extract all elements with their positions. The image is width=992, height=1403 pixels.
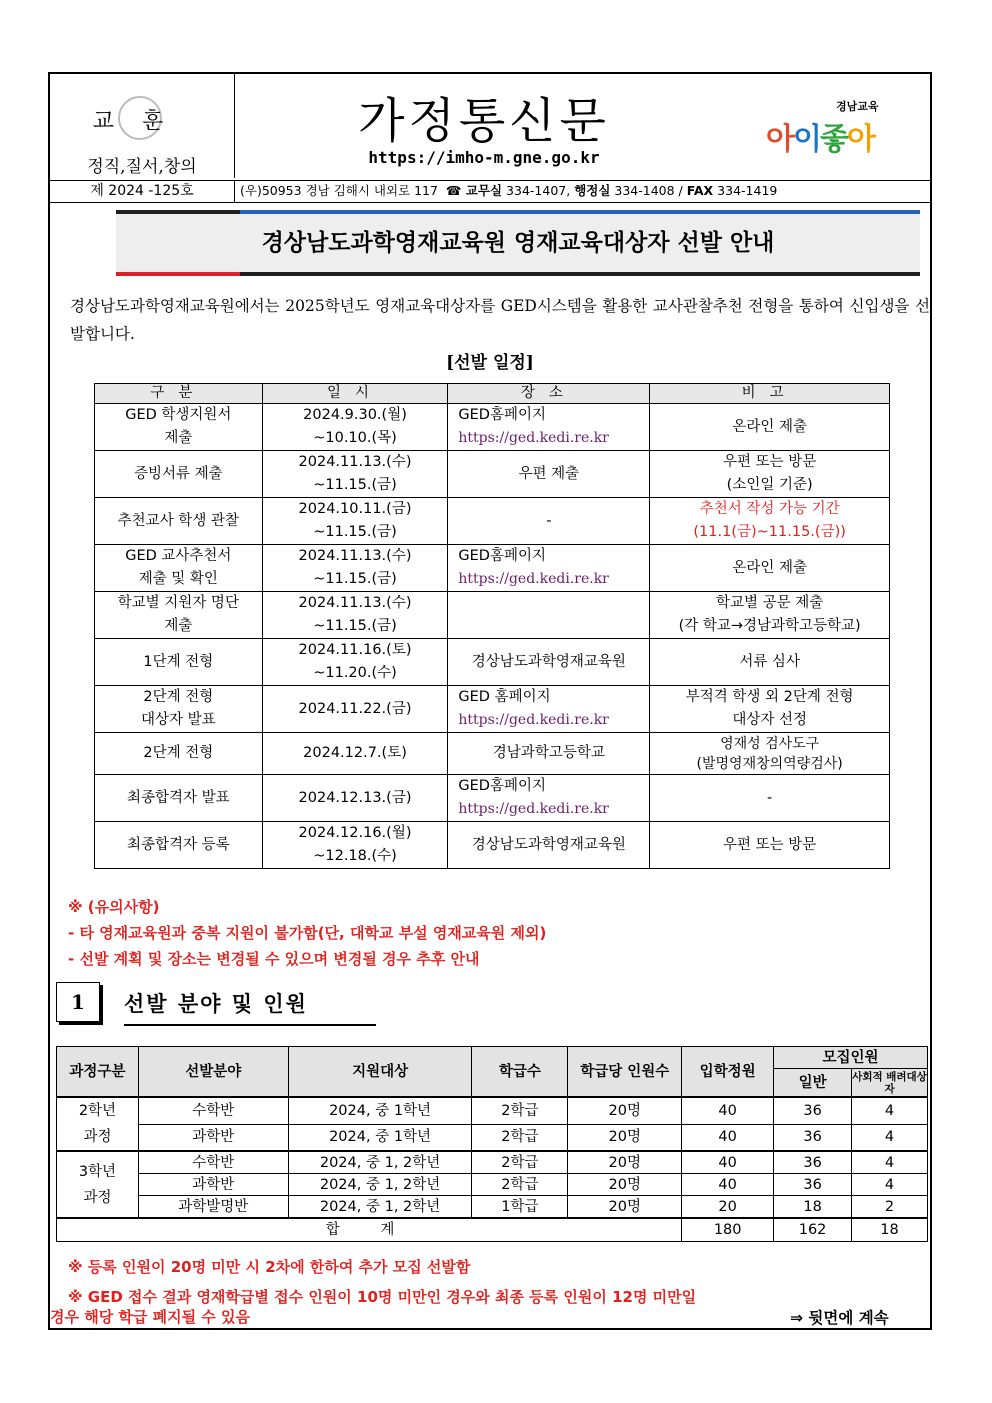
course-cell: [57, 1151, 139, 1218]
schedule-division: [95, 686, 263, 733]
schedule-date: [262, 498, 448, 545]
selection-cell: 과학반: [138, 1174, 288, 1196]
selection-cell: 2: [852, 1196, 928, 1219]
cell-line: 우편 또는 방문: [723, 454, 817, 470]
selection-row: [57, 1151, 928, 1174]
cell-line: ~11.20.(수): [313, 665, 397, 681]
schedule-date: [262, 822, 448, 869]
cell-line: 영재성 검사도구: [720, 735, 820, 752]
section-number: 1: [56, 982, 100, 1022]
selection-cell: 4: [852, 1151, 928, 1174]
selection-cell: 2학급: [472, 1124, 568, 1151]
intro-paragraph: 경상남도과학영재교육원에서는 2025학년도 영재교육대상자를 GED시스템을 활용한 교사관찰추천 전형을 통하여 신입생을 선발합니다.: [70, 297, 930, 343]
schedule-division: [95, 451, 263, 498]
schedule-note: [650, 451, 890, 498]
cell-line: (발명영재창의역량검사): [696, 755, 843, 772]
motto-words: 정직,질서,창의: [87, 157, 197, 177]
cell-line: 경남과학고등학교: [492, 745, 605, 761]
cell-line: 2024.11.13.(수): [298, 454, 412, 470]
selection-cell: 4: [852, 1124, 928, 1151]
col-place: 장소: [448, 384, 650, 404]
selection-cell: 4: [852, 1174, 928, 1196]
phone-admin: 334-1408 /: [614, 183, 683, 198]
schedule-place: [448, 404, 650, 451]
selection-cell: 수학반: [138, 1151, 288, 1174]
cell-line: 3학년: [78, 1163, 117, 1180]
cell-line: GED 학생지원서: [125, 407, 232, 423]
selection-cell: 40: [682, 1174, 774, 1196]
schedule-place: [448, 775, 650, 822]
cell-line: 제출: [164, 618, 193, 634]
phone-label-admin: 행정실: [574, 183, 611, 198]
schedule-note: [650, 498, 890, 545]
cell-line: 경상남도과학영재교육원: [471, 653, 626, 670]
schedule-row: [95, 639, 890, 686]
col-course: 과정구분: [57, 1047, 139, 1098]
total-social: 18: [852, 1218, 928, 1242]
cell-line: 추천교사 학생 관찰: [117, 512, 239, 529]
selection-cell: 2024, 중 1, 2학년: [288, 1151, 472, 1174]
cell-line: ~12.18.(수): [313, 848, 397, 864]
schedule-row: [95, 822, 890, 869]
selection-cell: 40: [682, 1097, 774, 1124]
schedule-note: [650, 639, 890, 686]
col-date: 일시: [262, 384, 448, 404]
selection-row: [57, 1174, 928, 1196]
schedule-date: [262, 639, 448, 686]
cell-line: 1단계 전형: [143, 653, 214, 670]
banner-title: 경상남도과학영재교육원 영재교육대상자 선발 안내: [261, 230, 775, 256]
cell-line: 서류 심사: [739, 653, 800, 670]
cell-line: GED 교사추천서: [125, 548, 232, 564]
cell-line: ~10.10.(목): [313, 430, 397, 446]
cell-line: https://ged.kedi.re.kr: [458, 712, 609, 728]
cell-line: 2024.11.16.(토): [298, 642, 412, 658]
cell-line: 2단계 전형: [143, 745, 214, 761]
schedule-row: [95, 545, 890, 592]
selection-cell: 과학반: [138, 1124, 288, 1151]
schedule-table: [94, 383, 890, 869]
selection-cell: 40: [682, 1151, 774, 1174]
cell-line: https://ged.kedi.re.kr: [458, 430, 609, 446]
school-url[interactable]: https://imho-m.gne.go.kr: [368, 148, 600, 167]
letterhead-info-row: [50, 180, 930, 203]
schedule-place: [448, 639, 650, 686]
cell-line: 학교별 지원자 명단: [117, 595, 239, 611]
cell-line: -: [767, 789, 773, 806]
section-title: 선발 분야 및 인원: [124, 992, 308, 1016]
cell-line: 2024.12.13.(금): [298, 789, 412, 806]
bottom-note: ※ 등록 인원이 20명 미만 시 2차에 한하여 추가 모집 선발함: [68, 1258, 471, 1276]
selection-cell: 36: [774, 1124, 852, 1151]
selection-cell: 수학반: [138, 1097, 288, 1124]
schedule-division: [95, 545, 263, 592]
cell-line: 최종합격자 발표: [126, 789, 230, 806]
schedule-row: [95, 404, 890, 451]
schedule-place: [448, 686, 650, 733]
document-frame: [48, 72, 932, 1330]
cell-line: 제출: [164, 430, 193, 446]
schedule-note: [650, 592, 890, 639]
cell-line: GED 홈페이지: [458, 689, 551, 705]
selection-cell: 20명: [568, 1174, 682, 1196]
schedule-note: [650, 822, 890, 869]
schedule-division: [95, 404, 263, 451]
selection-cell: 2024, 중 1, 2학년: [288, 1196, 472, 1219]
cell-line: (11.1(금)~11.15.(금)): [693, 524, 846, 540]
cell-line: (각 학교→경남과학고등학교): [678, 618, 861, 634]
total-label: 합 계: [57, 1218, 682, 1242]
address: (우)50953 경남 김해시 내외로 117: [240, 183, 438, 198]
fax-label: FAX: [686, 183, 714, 198]
schedule-note: [650, 545, 890, 592]
cell-line: -: [546, 512, 552, 529]
continue-overleaf: ⇒ 뒷면에 계속: [790, 1309, 889, 1327]
cell-line: 대상자 발표: [140, 712, 216, 728]
total-general: 162: [774, 1218, 852, 1242]
total-quota: 180: [682, 1218, 774, 1242]
schedule-date: [262, 686, 448, 733]
selection-cell: 36: [774, 1151, 852, 1174]
schedule-place: [448, 592, 650, 639]
selection-row: [57, 1124, 928, 1151]
selection-cell: 20명: [568, 1124, 682, 1151]
schedule-date: [262, 733, 448, 775]
schedule-row: [95, 451, 890, 498]
cell-line: 우편 제출: [518, 465, 580, 482]
letterhead: [50, 74, 930, 181]
schedule-row: [95, 498, 890, 545]
caution-item: - 선발 계획 및 장소는 변경될 수 있으며 변경될 경우 추후 안내: [68, 950, 480, 968]
schedule-place: [448, 451, 650, 498]
selection-cell: 36: [774, 1097, 852, 1124]
course-cell: [57, 1097, 139, 1151]
col-recruit: 모집인원: [774, 1047, 928, 1069]
cell-line: 제출 및 확인: [138, 571, 218, 587]
selection-cell: 과학발명반: [138, 1196, 288, 1219]
cell-line: 대상자 선정: [732, 712, 807, 728]
cell-line: 학교별 공문 제출: [716, 595, 824, 611]
schedule-division: [95, 733, 263, 775]
cell-line: 우편 또는 방문: [723, 836, 817, 853]
cell-line: GED홈페이지: [458, 778, 546, 794]
selection-cell: 20: [682, 1196, 774, 1219]
schedule-row: [95, 592, 890, 639]
selection-cell: 40: [682, 1124, 774, 1151]
caution-item: - 타 영재교육원과 중복 지원이 불가함(단, 대학교 부설 영재교육원 제외): [68, 924, 547, 942]
selection-row: [57, 1097, 928, 1124]
cell-line: 과정: [83, 1129, 112, 1145]
caution-notes: [68, 894, 546, 972]
newsletter-title: 가정통신문: [358, 93, 610, 149]
cell-line: ~11.15.(금): [313, 571, 397, 587]
phone-label-office: ☎ 교무실: [445, 183, 503, 198]
selection-cell: 2024, 중 1학년: [288, 1124, 472, 1151]
section-underline: [124, 1024, 376, 1026]
cell-line: 과정: [83, 1189, 112, 1206]
cell-line: 온라인 제출: [732, 559, 807, 576]
schedule-place: [448, 733, 650, 775]
schedule-header-row: [95, 384, 890, 404]
selection-cell: 2024, 중 1학년: [288, 1097, 472, 1124]
cell-line: ~11.15.(금): [313, 524, 397, 540]
cell-line: 2024.10.11.(금): [298, 501, 412, 517]
selection-cell: 2학급: [472, 1151, 568, 1174]
cell-line: https://ged.kedi.re.kr: [458, 571, 609, 587]
education-office-logo: [766, 88, 916, 168]
col-field: 선발분야: [138, 1047, 288, 1098]
schedule-note: [650, 686, 890, 733]
schedule-division: [95, 639, 263, 686]
schedule-division: [95, 775, 263, 822]
cell-line: 2024.11.13.(수): [298, 548, 412, 564]
selection-cell: 2024, 중 1, 2학년: [288, 1174, 472, 1196]
fax-number: 334-1419: [717, 183, 778, 198]
selection-cell: 36: [774, 1174, 852, 1196]
selection-cell: 4: [852, 1097, 928, 1124]
schedule-division: [95, 592, 263, 639]
cell-line: 2024.12.16.(월): [298, 825, 412, 841]
col-social: 사회적 배려대상자: [852, 1069, 928, 1098]
selection-cell: 20명: [568, 1151, 682, 1174]
logo-main-text: 아이좋아: [766, 122, 874, 157]
cell-line: 최종합격자 등록: [126, 836, 230, 853]
phone-office: 334-1407,: [506, 183, 571, 198]
selection-cell: 18: [774, 1196, 852, 1219]
selection-table: [56, 1046, 928, 1242]
title-banner: [116, 210, 920, 276]
cell-line: 온라인 제출: [732, 418, 807, 435]
cell-line: GED홈페이지: [458, 548, 546, 564]
schedule-note: [650, 733, 890, 775]
col-quota: 입학정원: [682, 1047, 774, 1098]
cell-line: https://ged.kedi.re.kr: [458, 801, 609, 817]
cell-line: 2024.11.22.(금): [298, 700, 412, 717]
schedule-note: [650, 775, 890, 822]
bottom-note-continued: 경우 해당 학급 폐지될 수 있음: [50, 1308, 250, 1326]
col-per-class: 학급당 인원수: [568, 1047, 682, 1098]
bottom-notes: [68, 1252, 696, 1312]
schedule-title: [선발 일정]: [446, 353, 534, 373]
schedule-place: [448, 545, 650, 592]
schedule-row: [95, 775, 890, 822]
schedule-date: [262, 451, 448, 498]
col-note: 비고: [650, 384, 890, 404]
schedule-place: [448, 498, 650, 545]
schedule-division: [95, 822, 263, 869]
col-division: 구분: [95, 384, 263, 404]
col-target: 지원대상: [288, 1047, 472, 1098]
total-row: [57, 1218, 928, 1242]
contact-info: [240, 180, 930, 202]
selection-cell: 20명: [568, 1097, 682, 1124]
cell-line: 2024.12.7.(토): [303, 745, 407, 761]
cell-line: ~11.15.(금): [313, 618, 397, 634]
col-general: 일반: [774, 1069, 852, 1098]
schedule-row: [95, 733, 890, 775]
logo-small-text: 경남교육: [836, 100, 879, 113]
cell-line: 2학년: [78, 1103, 117, 1119]
schedule-date: [262, 775, 448, 822]
cell-line: 부적격 학생 외 2단계 전형: [685, 689, 854, 705]
cell-line: 경상남도과학영재교육원: [471, 836, 626, 853]
cell-line: 2024.9.30.(월): [303, 407, 407, 423]
cell-line: 2024.11.13.(수): [298, 595, 412, 611]
cell-line: (소인일 기준): [726, 477, 813, 493]
selection-cell: 1학급: [472, 1196, 568, 1219]
caution-heading: ※ (유의사항): [68, 898, 160, 916]
schedule-date: [262, 404, 448, 451]
selection-cell: 2학급: [472, 1174, 568, 1196]
schedule-date: [262, 592, 448, 639]
schedule-note: [650, 404, 890, 451]
schedule-place: [448, 822, 650, 869]
cell-line: 추천서 작성 가능 기간: [699, 501, 840, 517]
cell-line: GED홈페이지: [458, 407, 546, 423]
schedule-division: [95, 498, 263, 545]
cell-line: 2단계 전형: [143, 689, 214, 705]
selection-row: [57, 1196, 928, 1219]
col-classes: 학급수: [472, 1047, 568, 1098]
selection-cell: 2학급: [472, 1097, 568, 1124]
schedule-row: [95, 686, 890, 733]
selection-cell: 20명: [568, 1196, 682, 1219]
cell-line: 증빙서류 제출: [133, 465, 223, 482]
school-motto: [50, 74, 235, 178]
cell-line: ~11.15.(금): [313, 477, 397, 493]
motto-title: 교훈: [92, 109, 192, 134]
issue-number: 제 2024 -125호: [50, 180, 235, 202]
schedule-date: [262, 545, 448, 592]
bottom-note: ※ GED 접수 결과 영재학급별 접수 인원이 10명 미만인 경우와 최종 등록 인원이 12명 미만일: [68, 1288, 697, 1306]
